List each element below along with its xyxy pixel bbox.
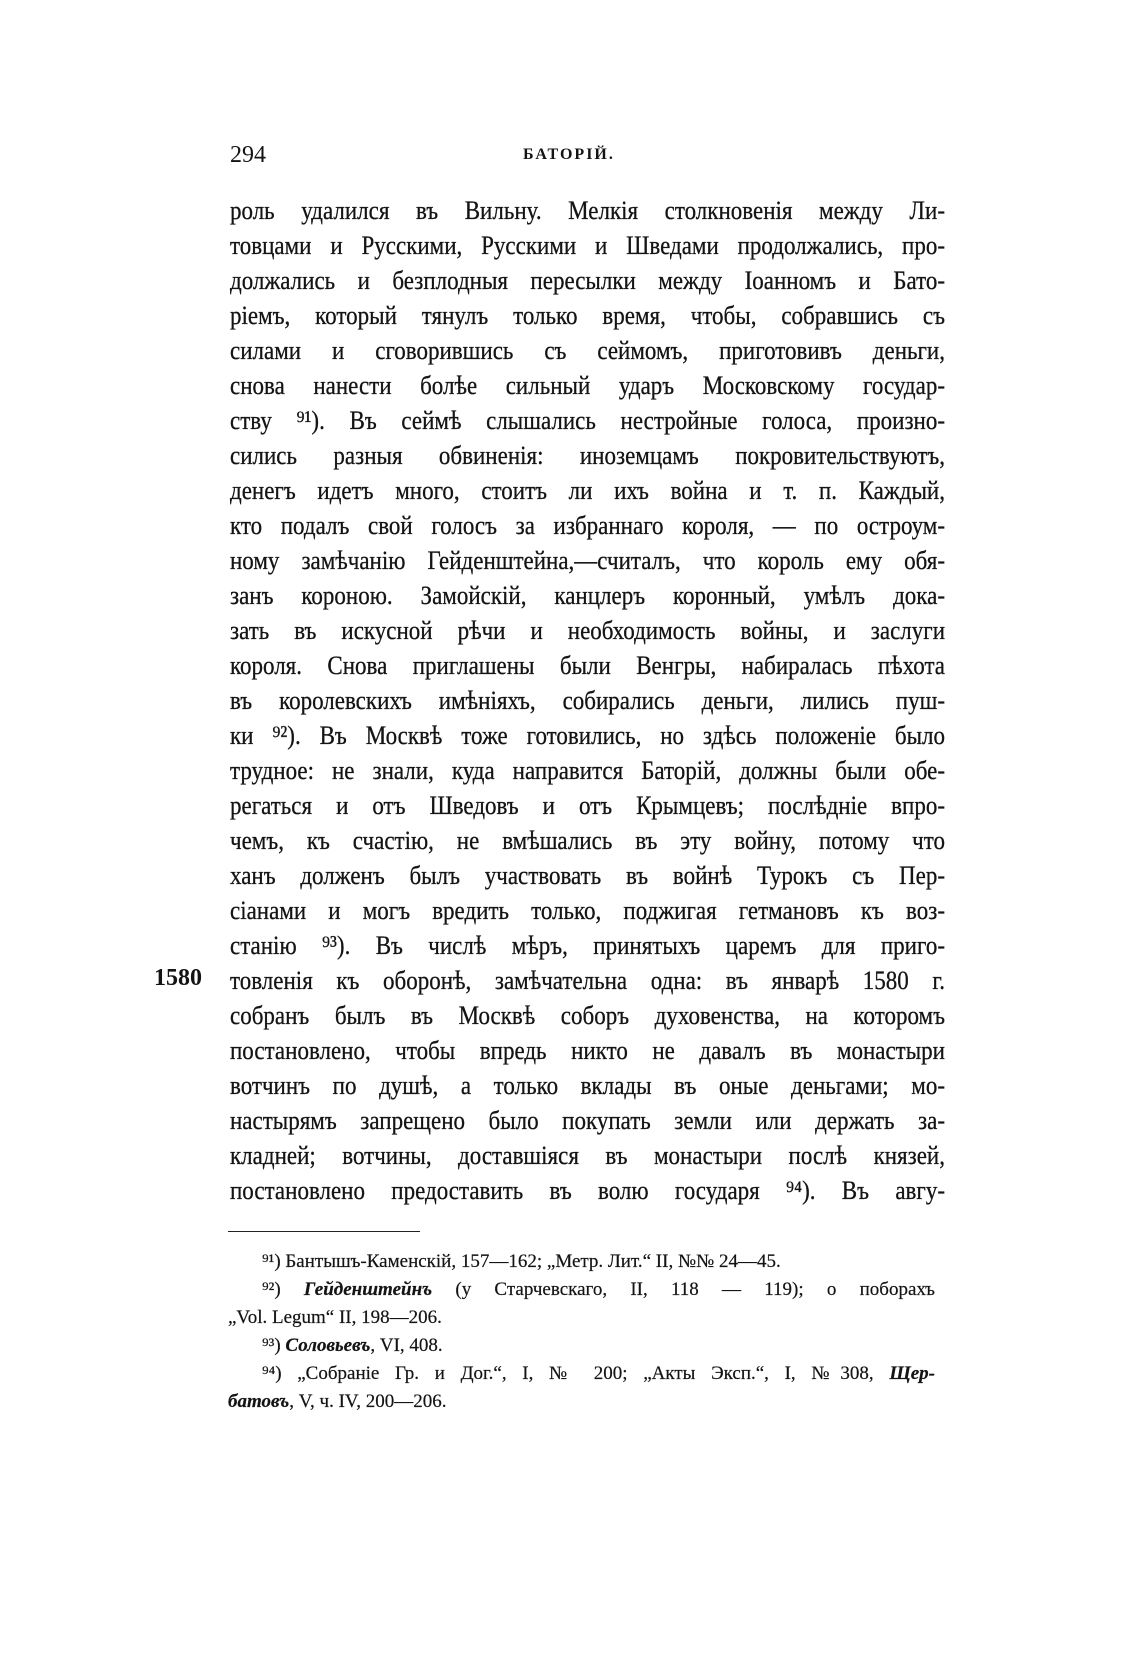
page-number: 294 (230, 142, 266, 168)
body-line: ріемъ, который тянулъ только время, чтобы, собравшись съ (230, 301, 945, 330)
body-line: настырямъ запрещено было покупать земли или держать за- (230, 1106, 945, 1135)
body-line: ханъ долженъ былъ участвовать въ войнѣ Турокъ съ Пер- (230, 861, 945, 890)
body-line: регаться и отъ Шведовъ и отъ Крымцевъ; послѣдніе впро- (230, 791, 945, 820)
body-line: ки ⁹²). Въ Москвѣ тоже готовились, но здѣсь положеніе было (230, 721, 945, 750)
footnote-text: ⁹³) (262, 1335, 286, 1356)
footnote-author-name: Гейденштейнъ (303, 1279, 433, 1300)
footnote-text: , V, ч. IV, 200—206. (289, 1391, 447, 1412)
body-line: товцами и Русскими, Русскими и Шведами продолжались, про- (230, 231, 945, 260)
body-line: кто подалъ свой голосъ за избраннаго короля, — по остроум- (230, 511, 945, 540)
body-text (230, 193, 945, 1208)
body-line: занъ короною. Замойскій, канцлеръ коронный, умѣлъ дока- (230, 581, 945, 610)
body-line: ству ⁹¹). Въ сеймѣ слышались нестройные голоса, произно- (230, 406, 945, 435)
footnote-author-name: батовъ (228, 1391, 290, 1412)
footnote-line (228, 1388, 935, 1416)
footnote-line (228, 1360, 935, 1388)
footnote-line (228, 1276, 935, 1304)
body-line: вотчинъ по душѣ, а только вклады въ оные деньгами; мо- (230, 1071, 945, 1100)
margin-year-note: 1580 (154, 965, 202, 991)
body-line: сіанами и могъ вредить только, поджигая гетмановъ къ воз- (230, 896, 945, 925)
body-line: чемъ, къ счастію, не вмѣшались въ эту войну, потому что (230, 826, 945, 855)
body-line: сились разныя обвиненія: иноземцамъ покровительствуютъ, (230, 441, 945, 470)
body-line: денегъ идетъ много, стоитъ ли ихъ война и т. п. Каждый, (230, 476, 945, 505)
body-line: роль удалился въ Вильну. Мелкія столкновенія между Ли- (230, 196, 945, 225)
body-line: постановлено предоставить въ волю государя ⁹⁴). Въ авгу- (230, 1176, 945, 1205)
footnote-line (228, 1248, 935, 1276)
footnote-author-name: Соловьевъ (285, 1335, 371, 1356)
footnotes (228, 1248, 935, 1416)
body-line: трудное: не знали, куда направится Баторій, должны были обе- (230, 756, 945, 785)
footnote-text: (у Старчевскаго, II, 118 — 119); о поборахъ (432, 1279, 935, 1300)
footnote-text: ⁹¹) Бантышъ-Каменскій, 157—162; „Метр. Лит.“ II, №№ 24—45. (262, 1251, 781, 1272)
body-line: товленія къ оборонѣ, замѣчательна одна: въ январѣ 1580 г. (230, 966, 945, 995)
footnote-text: , VI, 408. (370, 1335, 443, 1356)
body-line: станію ⁹³). Въ числѣ мѣръ, принятыхъ царемъ для приго- (230, 931, 945, 960)
footnote-text: „Vol. Legum“ II, 198—206. (228, 1307, 442, 1328)
footnote-author-name: Щер- (889, 1363, 935, 1384)
body-line: короля. Снова приглашены были Венгры, набиралась пѣхота (230, 651, 945, 680)
body-line: въ королевскихъ имѣніяхъ, собирались деньги, лились пуш- (230, 686, 945, 715)
body-line: ному замѣчанію Гейденштейна,—считалъ, что король ему обя- (230, 546, 945, 575)
footnote-separator-rule (228, 1231, 420, 1232)
body-line: кладней; вотчины, доставшіяся въ монастыри послѣ князей, (230, 1141, 945, 1170)
body-line: собранъ былъ въ Москвѣ соборъ духовенства, на которомъ (230, 1001, 945, 1030)
footnote-line (228, 1332, 935, 1360)
body-line: зать въ искусной рѣчи и необходимость войны, и заслуги (230, 616, 945, 645)
body-line: постановлено, чтобы впредь никто не давалъ въ монастыри (230, 1036, 945, 1065)
footnote-text: ⁹⁴) „Собраніе Гр. и Дог.“, I, № 200; „Акты Эксп.“, I, №308, (262, 1363, 890, 1384)
body-line: силами и сговорившись съ сеймомъ, приготовивъ деньги, (230, 336, 945, 365)
footnote-line (228, 1304, 935, 1332)
running-title: БАТОРІЙ. (523, 146, 615, 163)
footnote-text: ⁹²) (262, 1279, 304, 1300)
body-line: снова нанести болѣе сильный ударъ Московскому государ- (230, 371, 945, 400)
body-line: должались и безплодныя пересылки между Іоанномъ и Бато- (230, 266, 945, 295)
